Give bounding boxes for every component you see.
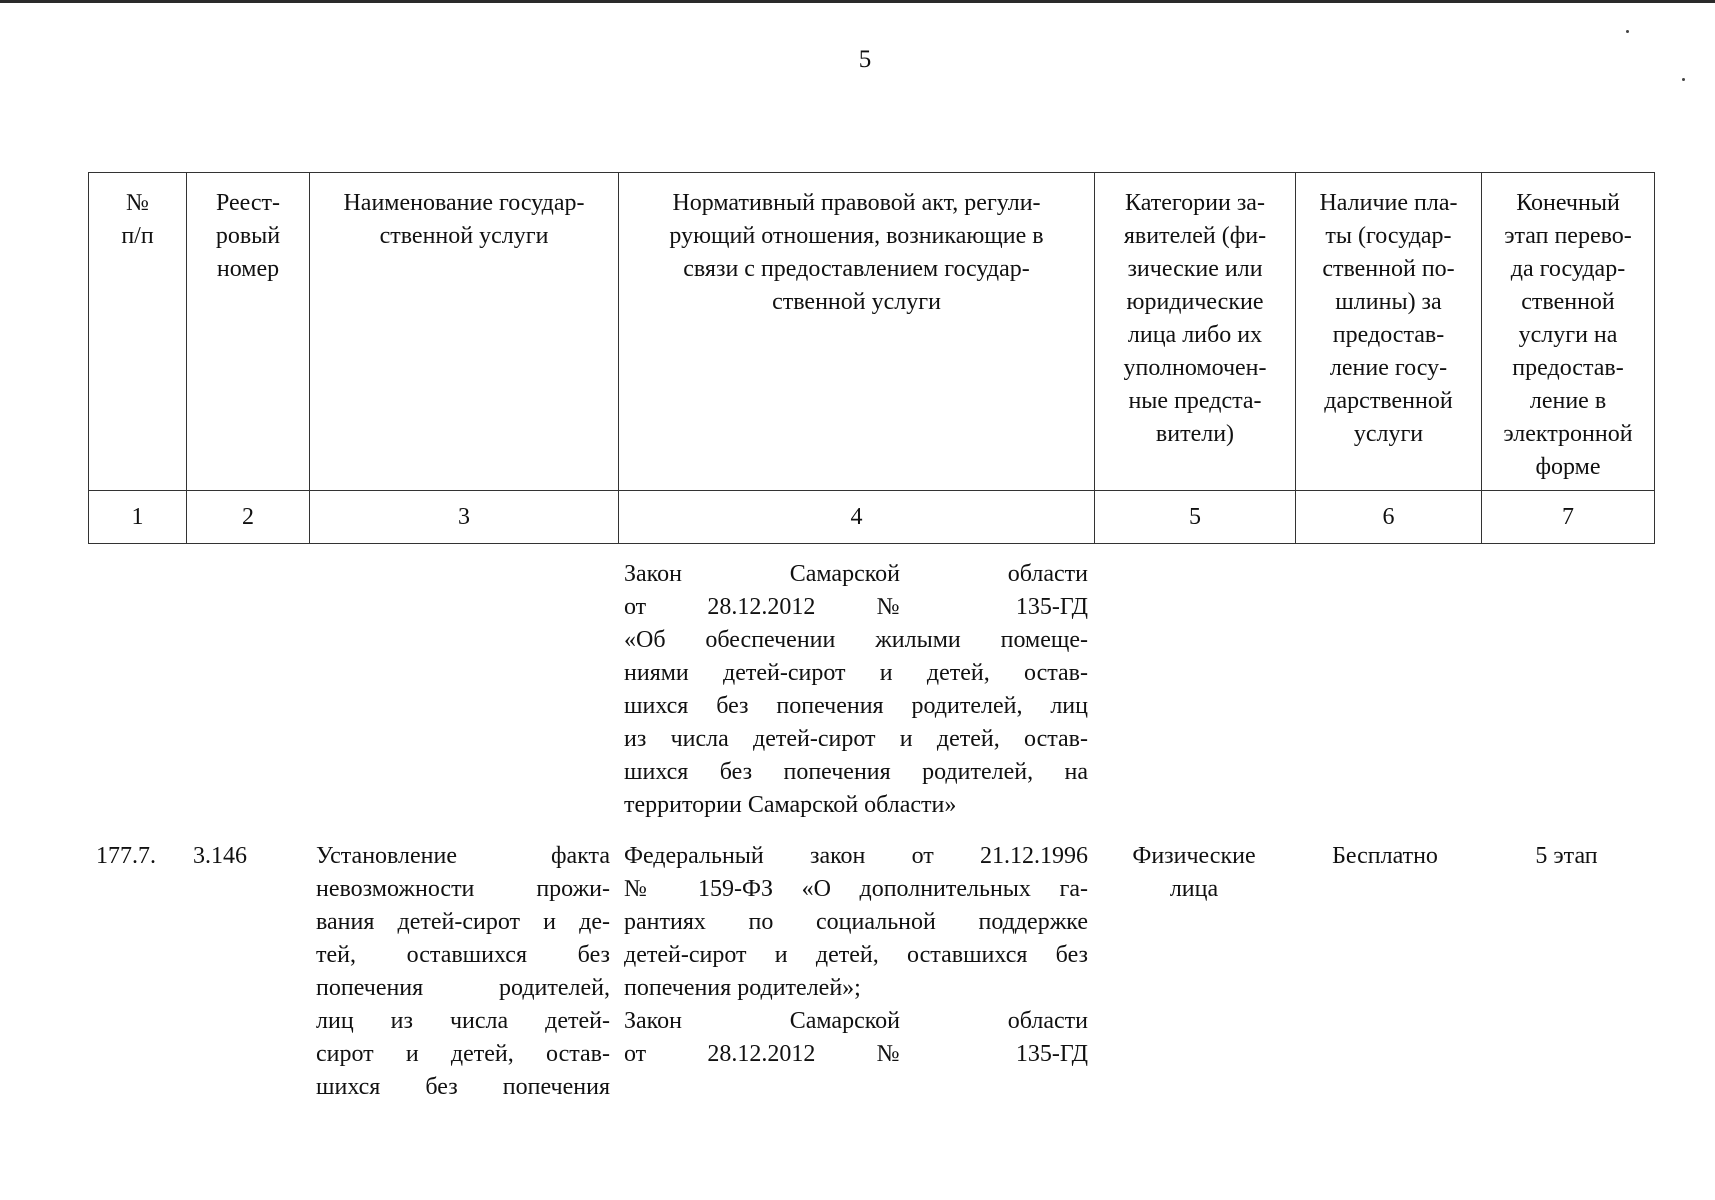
- row-number: 177.7.: [96, 843, 156, 869]
- continued-legal-act: [624, 558, 1088, 822]
- act-line: Федеральный закон от 21.12.1996: [624, 843, 1088, 869]
- act-line: № 159-ФЗ «О дополнительных га-: [624, 876, 1088, 902]
- act-line: «Об обеспечении жилыми помеще-: [624, 627, 1088, 653]
- header-col-applicants: Категории за- явителей (фи- зические или юридические лица либо их уполномочен- ные предста- вители): [1095, 173, 1296, 491]
- act-line: попечения родителей»;: [624, 975, 861, 1001]
- header-col-legal-act: Нормативный правовой акт, регули- рующий отношения, возникающие в связи с предоставлением государ- ственной услуги: [619, 173, 1095, 491]
- header-col-number: № п/п: [89, 173, 187, 491]
- act-line: территории Самарской области»: [624, 792, 957, 818]
- page-number: 5: [858, 46, 872, 73]
- act-line: от 28.12.2012 № 135-ГД: [624, 1041, 1088, 1067]
- act-line: из числа детей-сирот и детей, остав-: [624, 726, 1088, 752]
- row-service-name: [316, 840, 610, 1104]
- act-line: детей-сирот и детей, оставшихся без: [624, 942, 1088, 968]
- service-line: лиц из числа детей-: [316, 1008, 610, 1034]
- act-line: ниями детей-сирот и детей, остав-: [624, 660, 1088, 686]
- column-number: 7: [1482, 491, 1655, 544]
- header-col-service-name: Наименование государ- ственной услуги: [310, 173, 619, 491]
- act-line: от 28.12.2012 № 135-ГД: [624, 594, 1088, 620]
- row-final-stage: 5 этап: [1535, 843, 1598, 869]
- act-line: рантиях по социальной поддержке: [624, 909, 1088, 935]
- column-numbers-row: [89, 491, 1655, 544]
- column-number: 5: [1095, 491, 1296, 544]
- row-legal-act: [624, 840, 1088, 1071]
- column-number: 1: [89, 491, 187, 544]
- service-line: шихся без попечения: [316, 1074, 610, 1100]
- act-line: шихся без попечения родителей, лиц: [624, 693, 1088, 719]
- service-line: попечения родителей,: [316, 975, 610, 1001]
- column-number: 6: [1296, 491, 1482, 544]
- scan-top-edge: [0, 0, 1715, 3]
- column-number: 2: [187, 491, 310, 544]
- service-line: вания детей-сирот и де-: [316, 909, 610, 935]
- row-applicants: Физические лица: [1132, 843, 1256, 902]
- service-line: тей, оставшихся без: [316, 942, 610, 968]
- row-fee: Бесплатно: [1332, 843, 1438, 869]
- scan-speck: [1626, 30, 1629, 33]
- header-row: [89, 173, 1655, 491]
- header-col-fee: Наличие пла- ты (государ- ственной по- шлины) за предостав- ление госу- дарственной услуги: [1296, 173, 1482, 491]
- column-number: 4: [619, 491, 1095, 544]
- services-table-header: [88, 172, 1655, 544]
- act-line: Закон Самарской области: [624, 561, 1088, 587]
- header-col-registry: Реест- ровый номер: [187, 173, 310, 491]
- act-line: шихся без попечения родителей, на: [624, 759, 1088, 785]
- service-line: невозможности прожи-: [316, 876, 610, 902]
- column-number: 3: [310, 491, 619, 544]
- row-registry-number: 3.146: [193, 843, 247, 869]
- scan-speck: [1682, 78, 1685, 81]
- act-line: Закон Самарской области: [624, 1008, 1088, 1034]
- service-line: Установление факта: [316, 843, 610, 869]
- header-col-final-stage: Конечный этап перево- да государ- ственной услуги на предостав- ление в электронной форме: [1482, 173, 1655, 491]
- service-line: сирот и детей, остав-: [316, 1041, 610, 1067]
